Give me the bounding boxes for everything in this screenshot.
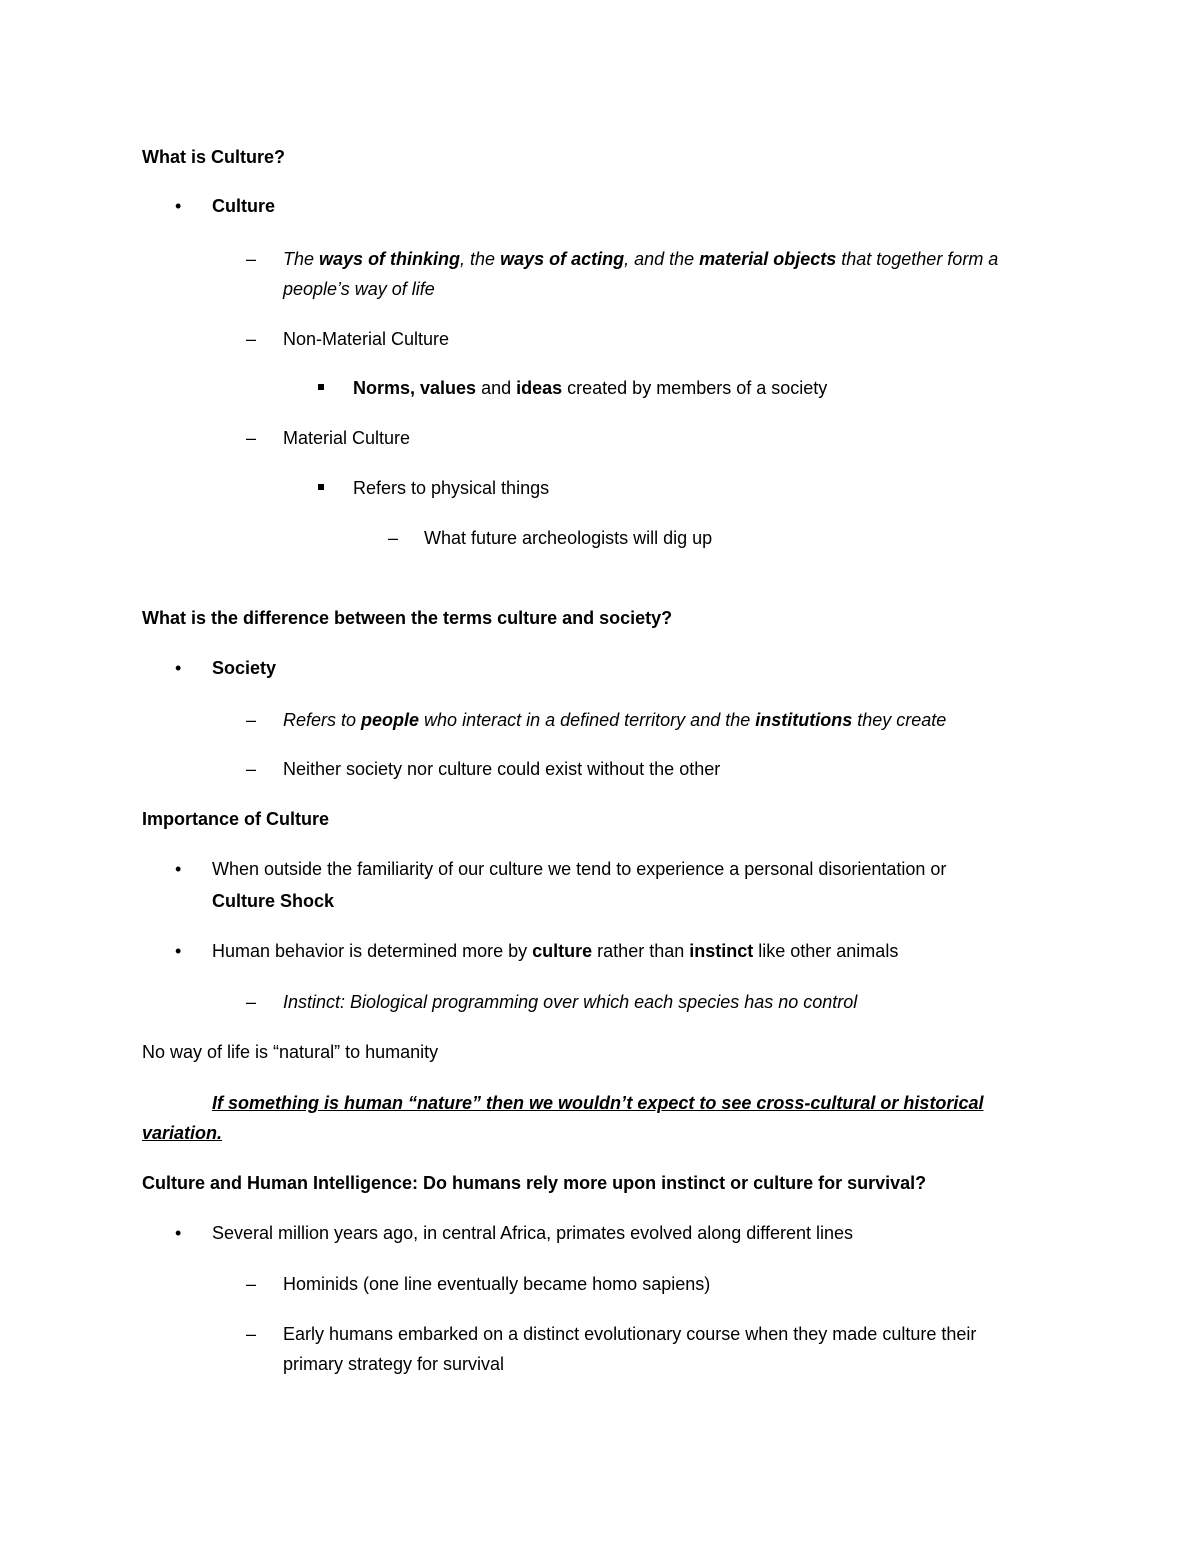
bullet-marker: • (175, 658, 182, 678)
material-detail: Refers to physical things (353, 478, 550, 498)
human-behavior-bullet: Human behavior is determined more by culture rather than instinct like other animals (212, 941, 899, 961)
neither-statement: Neither society nor culture could exist without the other (283, 759, 721, 779)
heading-importance-of-culture: Importance of Culture (142, 809, 330, 829)
hominids-item: Hominids (one line eventually became homo sapiens) (283, 1274, 711, 1294)
material-sub: What future archeologists will dig up (424, 528, 713, 548)
square-bullet-icon (318, 384, 324, 390)
dash-marker: – (246, 428, 257, 448)
square-bullet-icon (318, 484, 324, 490)
bullet-marker: • (175, 941, 182, 961)
society-definition: Refers to people who interact in a defined territory and the institutions they create (283, 710, 947, 730)
instinct-definition: Instinct: Biological programming over which each species has no control (283, 992, 858, 1012)
dash-marker: – (246, 329, 257, 349)
dash-marker: – (246, 710, 257, 730)
nonmaterial-culture: Non-Material Culture (283, 329, 450, 349)
dash-marker: – (246, 1324, 257, 1344)
early-humans-line1: Early humans embarked on a distinct evolutionary course when they made culture their (283, 1324, 977, 1344)
natural-statement: No way of life is “natural” to humanity (142, 1042, 439, 1062)
heading-what-is-culture: What is Culture? (142, 147, 285, 167)
bullet-marker: • (175, 1223, 182, 1243)
nonmaterial-detail: Norms, values and ideas created by members of a society (353, 378, 828, 398)
culture-definition-line1: The ways of thinking, the ways of acting, and the material objects that together form a (283, 249, 999, 269)
human-nature-emphasis-line1: If something is human “nature” then we wouldn’t expect to see cross-cultural or historical (212, 1093, 984, 1113)
material-culture: Material Culture (283, 428, 411, 448)
bullet-society: Society (212, 658, 277, 678)
bullet-marker: • (175, 196, 182, 216)
culture-shock-line1: When outside the familiarity of our culture we tend to experience a personal disorientation or (212, 859, 947, 879)
bullet-culture: Culture (212, 196, 275, 216)
primates-bullet: Several million years ago, in central Africa, primates evolved along different lines (212, 1223, 853, 1243)
bullet-marker: • (175, 859, 182, 879)
culture-definition-line2: people’s way of life (283, 279, 435, 299)
culture-shock-term: Culture Shock (212, 891, 335, 911)
heading-culture-vs-society: What is the difference between the terms culture and society? (142, 608, 673, 628)
dash-marker: – (246, 759, 257, 779)
early-humans-line2: primary strategy for survival (283, 1354, 505, 1374)
dash-marker: – (246, 992, 257, 1012)
dash-marker: – (388, 528, 399, 548)
dash-marker: – (246, 249, 257, 269)
human-nature-emphasis-line2: variation. (142, 1123, 223, 1143)
dash-marker: – (246, 1274, 257, 1294)
heading-culture-and-intelligence: Culture and Human Intelligence: Do humans rely more upon instinct or culture for survival? (142, 1173, 927, 1193)
